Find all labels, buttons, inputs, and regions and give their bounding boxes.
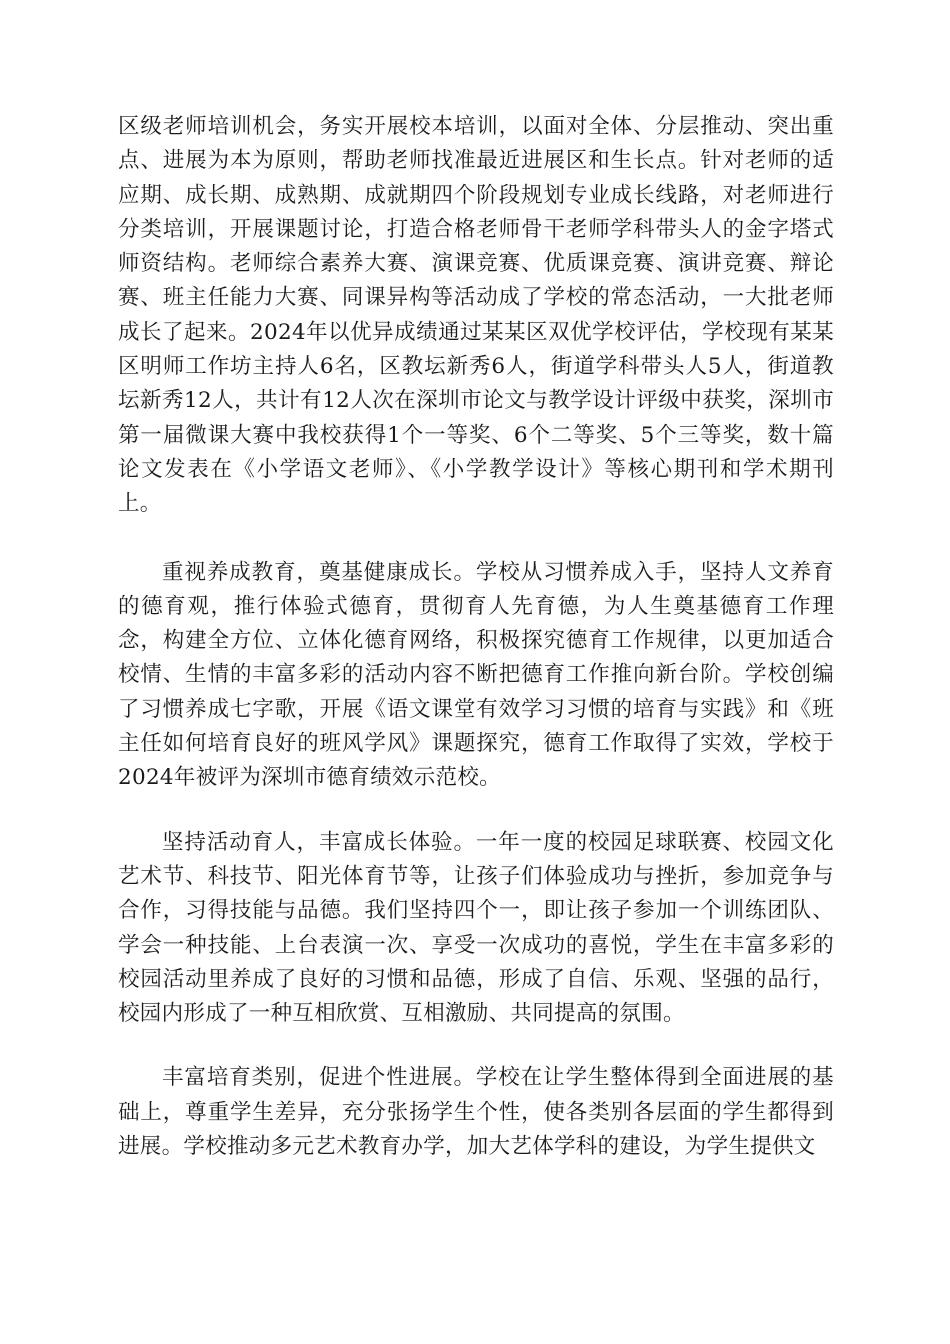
document-page <box>118 110 834 1164</box>
paragraph-individual-development: 丰富培育类别，促进个性进展。学校在让学生整体得到全面进展的基础上，尊重学生差异，充分张扬学生个性，使各类别各层面的学生都得到进展。学校推动多元艺术教育办学，加大艺体学科的建设，为学生提供文 <box>118 1065 834 1160</box>
paragraph-teacher-training: 区级老师培训机会，务实开展校本培训，以面对全体、分层推动、突出重点、进展为本为原则，帮助老师找准最近进展区和生长点。针对老师的适应期、成长期、成熟期、成就期四个阶段规划专业成长线路，对老师进行分类培训，开展课题讨论，打造合格老师骨干老师学科带头人的金字塔式师资结构。老师综合素养大赛、演课竞赛、优质课竞赛、演讲竞赛、辩论赛、班主任能力大赛、同课异构等活动成了学校的常态活动，一大批老师成长了起来。2024年以优异成绩通过某某区双优学校评估，学校现有某某区明师工作坊主持人6名，区教坛新秀6人，街道学科带头人5人，街道教坛新秀12人，共计有12人次在深圳市论文与教学设计评级中获奖，深圳市第一届微课大赛中我校获得1个一等奖、6个二等奖、5个三等奖，数十篇论文发表在《小学语文老师》、《小学教学设计》等核心期刊和学术期刊上。 <box>118 114 834 517</box>
paragraph-habit-education: 重视养成教育，奠基健康成长。学校从习惯养成入手，坚持人文养育的德育观，推行体验式德育，贯彻育人先育德，为人生奠基德育工作理念，构建全方位、立体化德育网络，积极探究德育工作规律，以更加适合校情、生情的丰富多彩的活动内容不断把德育工作推向新台阶。学校创编了习惯养成七字歌，开展《语文课堂有效学习习惯的培育与实践》和《班主任如何培育良好的班风学风》课题探究，德育工作取得了实效，学校于2024年被评为深圳市德育绩效示范校。 <box>118 559 834 791</box>
paragraph-activity-education: 坚持活动育人，丰富成长体验。一年一度的校园足球联赛、校园文化艺术节、科技节、阳光体育节等，让孩子们体验成功与挫折，参加竞争与合作，习得技能与品德。我们坚持四个一，即让孩子参加一个训练团队、学会一种技能、上台表演一次、享受一次成功的喜悦，学生在丰富多彩的校园活动里养成了良好的习惯和品德，形成了自信、乐观、坚强的品行，校园内形成了一种互相欣赏、互相激励、共同提高的氛围。 <box>118 829 834 1027</box>
